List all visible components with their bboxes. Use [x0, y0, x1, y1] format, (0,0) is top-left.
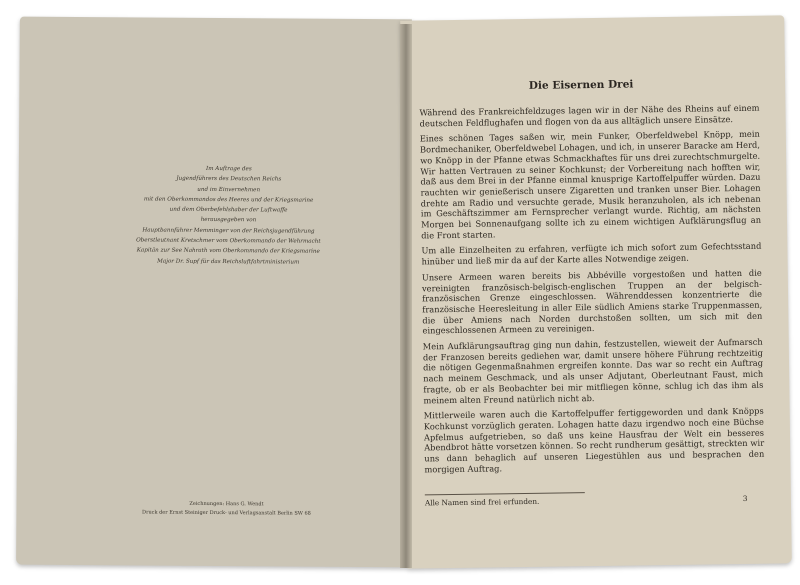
imprint-line: Kapitän zur See Nahrath vom Oberkommando der Kriegsmarine — [136, 247, 320, 256]
footnote-rule — [425, 492, 585, 495]
illustrations-credit: Zeichnungen: Hans G. Wendt — [189, 500, 264, 508]
imprint-line: Oberstleutnant Kretschmer vom Oberkommando der Wehrmacht — [136, 237, 321, 245]
open-booklet — [18, 18, 788, 578]
printer-credit: Druck der Ernst Steiniger Druck- und Verlagsanstalt Berlin SW 68 — [142, 509, 311, 517]
imprint-line: Im Auftrage des — [205, 165, 252, 173]
chapter-title: Die Eisernen Drei — [528, 78, 634, 92]
imprint-line: Major Dr. Supf für das Reichsluftfahrtministerium — [157, 258, 300, 266]
chapter-body — [419, 103, 764, 480]
imprint-line: Jugendführers des Deutschen Reichs — [176, 176, 282, 183]
paragraph: Mein Aufklärungsauftrag ging nun dahin, festzustellen, wieweit der Aufmarsch der Franzosen bereits gediehen war, damit unsere höhere Führung rechtzeitig die nötigen Gegenmaßnahmen ergreifen konnte. Das war so recht ein Auftrag nach meinem Geschmack, und als unser Adjutant, Oberleutnant Faust, mich fragte, ob er als Beobachter bei mir mitfliegen könne, schlug ich das ihm als meinem alten Freund natürlich nicht ab. — [422, 336, 764, 405]
right-page — [400, 15, 792, 568]
page-number: 3 — [742, 493, 748, 503]
publisher-imprint — [78, 163, 379, 268]
paragraph: Unsere Armeen waren bereits bis Abbéville vorgestoßen und hatten die vereinigten französisch-belgisch-englischen Truppen an der belgisch-französischen Grenze eingeschlossen. Währenddessen konzentrierte die französische Heeresleitung in aller Eile südlich Amiens starke Truppenmassen, die über Amiens nach Norden durchstoßen sollten, um sich mit den eingeschlossenen Armeen zu vereinigen. — [421, 267, 763, 336]
imprint-line: mit den Oberkommandos des Heeres und der Kriegsmarine — [143, 196, 314, 204]
imprint-line: herausgegeben von — [200, 217, 257, 224]
print-credits — [86, 499, 366, 519]
paragraph: Mittlerweile waren auch die Kartoffelpuffer fertiggeworden und dank Knöpps Kochkunst vorzüglich geraten. Lohagen hatte dazu irgendwo noch eine Büchse Apfelmus aufgetrieben, so daß uns keine Hausfrau der Welt ein besseres Abendbrot hätte vorsetzen können. So recht rundherum gesättigt, streckten wir uns dann behaglich auf unseren Liegestühlen aus und besprachen den morgigen Auftrag. — [423, 405, 765, 475]
paragraph: Während des Frankreichfeldzuges lagen wir in der Nähe des Rheins auf einem deutschen Feldflughafen und flogen von da aus alltäglich unsere Einsätze. — [419, 102, 760, 129]
paragraph: Um alle Einzelheiten zu erfahren, verfügte ich mich sofort zum Gefechtsstand hinüber und ließ mir da auf der Karte alles Notwendige zeigen. — [421, 241, 762, 267]
imprint-line: und dem Oberbefehlshaber der Luftwaffe — [169, 206, 288, 214]
imprint-line: Hauptbannführer Memminger von der Reichsjugendführung — [142, 227, 315, 235]
imprint-line: und im Einvernehmen — [197, 186, 261, 193]
footnote: Alle Namen sind frei erfunden. — [424, 496, 540, 508]
paragraph: Eines schönen Tages saßen wir, mein Funker, Oberfeldwebel Knöpp, mein Bordmechaniker, Oberfeldwebel Lohagen, und ich, in unserer Baracke am Herd, wo Knöpp in der Pfanne etwas Schmackhaftes für uns drei zurechtschmurgelte. Wir hatten Vertrauen zu seiner Kochkunst; der Vorbereitung nach hofften wir, daß aus dem Brei in der Pfanne einmal knusprige Kartoffelpuffer würden. Dazu rauchten wir genießerisch unsere Zigaretten und tranken unser Bier. Lohagen drehte am Radio und versuchte gerade, Musik heranzuholen, als ich nebenan im Geschäftszimmer am Fernsprecher verlangt wurde. Richtig, am nächsten Morgen bei Sonnenaufgang sollte ich zu einem wichtigen Aufklärungsflug an die Front starten. — [419, 129, 762, 241]
left-page — [16, 17, 412, 568]
book-gutter — [400, 24, 412, 568]
